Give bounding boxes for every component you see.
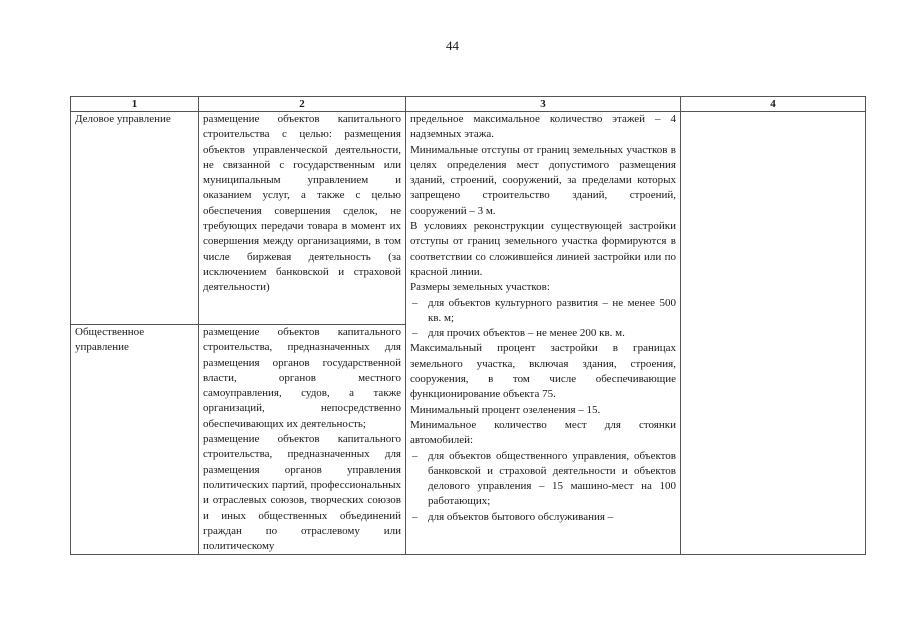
use-name-cell: Общественное управление (71, 325, 199, 555)
page-number: 44 (446, 38, 459, 53)
header-col-3: 3 (406, 97, 681, 112)
header-col-1: 1 (71, 97, 199, 112)
list-item-text: для прочих объектов – не менее 200 кв. м. (428, 327, 625, 340)
param-text: В условиях реконструкции существующей застройки отступы от границ земельного участка формируются в соответствии со сложившейся линией застройки или по красной линии. (410, 220, 676, 278)
list-item: – для объектов культурного развития – не менее 500 кв. м; (412, 296, 676, 324)
param-text: Максимальный процент застройки в границах земельного участка, включая здания, строения, сооружения, в том числе обеспечивающие функционирование объекта 75. (410, 342, 676, 401)
notes-cell (681, 112, 866, 555)
header-col-4: 4 (681, 97, 866, 112)
header-col-2: 2 (199, 97, 406, 112)
param-text: Размеры земельных участков: (410, 281, 550, 294)
list-item: – для объектов общественного управления, объектов банковской и страховой деятельности и объектов делового управления – 15 машино-мест на 100 работающих; (412, 449, 676, 508)
param-text: предельное максимальное количество этажей – 4 надземных этажа. (410, 113, 676, 141)
table-row (71, 112, 866, 325)
regulations-table (70, 96, 866, 555)
parameters-cell (406, 112, 681, 555)
description-text: размещение объектов капитального строительства, предназначенных для размещения органов управления политических партий, профессиональных и отраслевых союзов, творческих союзов и иных общественных объединений граждан по отраслевому или политическому (203, 433, 401, 553)
param-text: Минимальное количество мест для стоянки автомобилей: (410, 418, 676, 447)
use-name-cell: Деловое управление (71, 112, 199, 325)
use-description-cell (199, 325, 406, 555)
header-row (71, 97, 866, 112)
param-text: Минимальные отступы от границ земельных участков в целях определения мест допустимого размещения зданий, строений, сооружений, за пределами которых запрещено строительство зданий, строений, сооружений – 3 м. (410, 143, 676, 217)
param-text: Минимальный процент озеленения – 15. (410, 403, 601, 416)
list-item: – для прочих объектов – не менее 200 кв. м. (412, 327, 625, 340)
use-description-cell: размещение объектов капитального строительства с целью: размещения объектов управленческой деятельности, не связанной с государственным или муниципальным управлением и оказанием услуг, а также с целью обеспечения совершения сделок, не требующих передачи товара в момент их совершения между организациями, в том числе биржевая деятельность (за исключением банковской и страховой деятельности) (199, 112, 406, 325)
list-item-text: для объектов общественного управления, объектов банковской и страховой деятельности и объектов делового управления – 15 машино-мест на 100 работающих; (428, 449, 676, 508)
list-item: – для объектов бытового обслуживания – (412, 510, 614, 523)
list-item-text: для объектов культурного развития – не менее 500 кв. м; (428, 296, 676, 324)
description-text: размещение объектов капитального строительства, предназначенных для размещения органов государственной власти, органов местного самоуправления, судов, а также организаций, непосредственно обеспечивающих их деятельность; (203, 326, 401, 430)
list-item-text: для объектов бытового обслуживания – (428, 510, 614, 523)
